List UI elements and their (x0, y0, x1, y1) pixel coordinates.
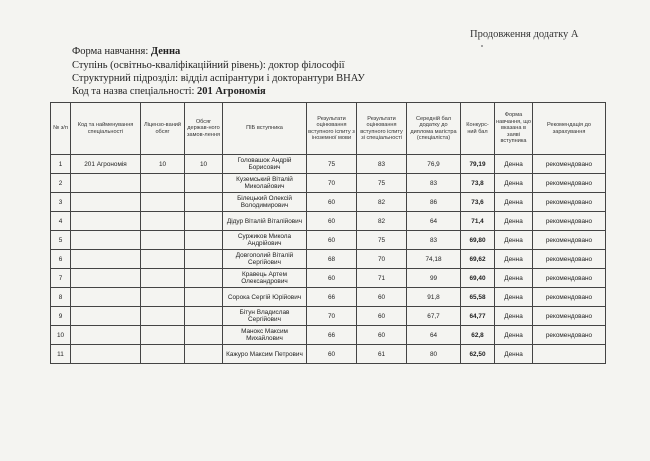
foreign-language-score: 70 (307, 174, 357, 193)
applicant-name: Суржиков Микола Андрійович (223, 231, 307, 250)
applicant-name: Манокс Максим Михайлович (223, 326, 307, 345)
column-header: Форма навчання, що вказана в заяві вступника (495, 103, 533, 155)
state-order (185, 250, 223, 269)
licensed-volume (141, 212, 185, 231)
specialty-exam-score: 71 (357, 269, 407, 288)
table-row (51, 174, 606, 193)
specialty-code (71, 326, 141, 345)
recommendation (533, 345, 606, 364)
state-order (185, 212, 223, 231)
state-order (185, 326, 223, 345)
column-header: Конкурс-ний бал (461, 103, 495, 155)
competitive-score: 62,8 (461, 326, 495, 345)
applicant-name: Кравець Артем Олександрович (223, 269, 307, 288)
specialty-exam-score: 60 (357, 326, 407, 345)
competitive-score: 62,50 (461, 345, 495, 364)
applicant-name: Сорока Сергій Юрійович (223, 288, 307, 307)
competitive-score: 73,8 (461, 174, 495, 193)
specialty-exam-score: 60 (357, 307, 407, 326)
row-number: 10 (51, 326, 71, 345)
licensed-volume (141, 174, 185, 193)
state-order (185, 193, 223, 212)
licensed-volume (141, 288, 185, 307)
specialty-exam-score: 75 (357, 174, 407, 193)
foreign-language-score: 70 (307, 307, 357, 326)
row-number: 7 (51, 269, 71, 288)
study-form: Денна (495, 307, 533, 326)
applicant-name: Дідур Віталій Віталійович (223, 212, 307, 231)
competitive-score: 71,4 (461, 212, 495, 231)
diploma-average: 80 (407, 345, 461, 364)
recommendation: рекомендовано (533, 231, 606, 250)
column-header: Обсяг держав-ного замов-лення (185, 103, 223, 155)
recommendation: рекомендовано (533, 212, 606, 231)
recommendation: рекомендовано (533, 193, 606, 212)
table-row (51, 231, 606, 250)
row-number: 8 (51, 288, 71, 307)
table-row (51, 212, 606, 231)
table-row (51, 193, 606, 212)
study-form: Денна (495, 269, 533, 288)
applicant-name: Головашок Андрій Борисович (223, 155, 307, 174)
study-form-value: Денна (150, 46, 181, 57)
row-number: 2 (51, 174, 71, 193)
competitive-score: 73,6 (461, 193, 495, 212)
column-header: № з/п (51, 103, 71, 155)
table-row (51, 250, 606, 269)
study-form: Денна (495, 155, 533, 174)
specialty-code (71, 288, 141, 307)
foreign-language-score: 68 (307, 250, 357, 269)
specialty-exam-score: 75 (357, 231, 407, 250)
row-number: 11 (51, 345, 71, 364)
diploma-average: 64 (407, 212, 461, 231)
recommendation: рекомендовано (533, 250, 606, 269)
diploma-average: 74,18 (407, 250, 461, 269)
licensed-volume (141, 307, 185, 326)
table-row (51, 326, 606, 345)
recommendation: рекомендовано (533, 155, 606, 174)
applicant-name: Білецький Олексій Володимирович (223, 193, 307, 212)
specialty-exam-score: 83 (357, 155, 407, 174)
table-body (51, 155, 606, 364)
foreign-language-score: 66 (307, 288, 357, 307)
competitive-score: 65,58 (461, 288, 495, 307)
foreign-language-score: 60 (307, 269, 357, 288)
diploma-average: 76,9 (407, 155, 461, 174)
row-number: 9 (51, 307, 71, 326)
degree-line: Ступінь (освітньо-кваліфікаційний рівень): доктор філософії (72, 60, 345, 71)
applicant-name: Довгополий Віталій Сергійович (223, 250, 307, 269)
diploma-average: 64 (407, 326, 461, 345)
recommendation: рекомендовано (533, 288, 606, 307)
competitive-score: 69,80 (461, 231, 495, 250)
study-form: Денна (495, 193, 533, 212)
state-order (185, 288, 223, 307)
column-header: Результати оцінювання вступного іспиту зі спеціальності (357, 103, 407, 155)
study-form: Денна (495, 174, 533, 193)
licensed-volume (141, 269, 185, 288)
row-number: 3 (51, 193, 71, 212)
continuation-note: Продовження додатку А (470, 29, 579, 40)
scan-speck (481, 45, 483, 47)
recommendation: рекомендовано (533, 326, 606, 345)
table-row (51, 345, 606, 364)
specialty-code (71, 250, 141, 269)
column-header: Рекомендація до зарахування (533, 103, 606, 155)
specialty-code (71, 231, 141, 250)
licensed-volume: 10 (141, 155, 185, 174)
study-form-line (72, 46, 180, 57)
column-header: Середній бал додатку до диплома магістра (спеціаліста) (407, 103, 461, 155)
specialty-code (71, 345, 141, 364)
applicant-name: Бітун Владислав Сергійович (223, 307, 307, 326)
specialty-line (72, 86, 266, 97)
specialty-code (71, 269, 141, 288)
specialty-code (71, 174, 141, 193)
study-form: Денна (495, 231, 533, 250)
diploma-average: 83 (407, 231, 461, 250)
diploma-average: 86 (407, 193, 461, 212)
column-header: Ліцензо-ваний обсяг (141, 103, 185, 155)
applicant-name: Кажуро Максим Петрович (223, 345, 307, 364)
study-form-label: Форма навчання: (72, 46, 151, 57)
foreign-language-score: 60 (307, 345, 357, 364)
foreign-language-score: 75 (307, 155, 357, 174)
specialty-code: 201 Агрономія (71, 155, 141, 174)
foreign-language-score: 60 (307, 231, 357, 250)
foreign-language-score: 60 (307, 193, 357, 212)
row-number: 6 (51, 250, 71, 269)
table-row (51, 307, 606, 326)
specialty-exam-score: 82 (357, 212, 407, 231)
specialty-exam-score: 61 (357, 345, 407, 364)
state-order (185, 269, 223, 288)
recommendation: рекомендовано (533, 307, 606, 326)
competitive-score: 69,40 (461, 269, 495, 288)
licensed-volume (141, 231, 185, 250)
specialty-label: Код та назва спеціальності: (72, 86, 198, 97)
table-row (51, 288, 606, 307)
study-form: Денна (495, 345, 533, 364)
applicant-name: Куземський Віталій Миколайович (223, 174, 307, 193)
competitive-score: 79,19 (461, 155, 495, 174)
competitive-score: 69,62 (461, 250, 495, 269)
study-form: Денна (495, 326, 533, 345)
applicants-table (50, 102, 606, 364)
row-number: 5 (51, 231, 71, 250)
state-order (185, 174, 223, 193)
foreign-language-score: 60 (307, 212, 357, 231)
licensed-volume (141, 345, 185, 364)
row-number: 1 (51, 155, 71, 174)
column-header: Результати оцінювання вступного іспиту з іноземної мови (307, 103, 357, 155)
state-order: 10 (185, 155, 223, 174)
study-form: Денна (495, 250, 533, 269)
state-order (185, 345, 223, 364)
study-form: Денна (495, 288, 533, 307)
recommendation: рекомендовано (533, 269, 606, 288)
specialty-exam-score: 60 (357, 288, 407, 307)
row-number: 4 (51, 212, 71, 231)
specialty-code (71, 212, 141, 231)
table-row (51, 269, 606, 288)
competitive-score: 64,77 (461, 307, 495, 326)
diploma-average: 91,8 (407, 288, 461, 307)
specialty-code (71, 193, 141, 212)
licensed-volume (141, 193, 185, 212)
licensed-volume (141, 326, 185, 345)
licensed-volume (141, 250, 185, 269)
diploma-average: 67,7 (407, 307, 461, 326)
state-order (185, 307, 223, 326)
column-header: Код та найменування спеціальності (71, 103, 141, 155)
recommendation: рекомендовано (533, 174, 606, 193)
specialty-code (71, 307, 141, 326)
diploma-average: 99 (407, 269, 461, 288)
column-header: ПІБ вступника (223, 103, 307, 155)
unit-line: Структурний підрозділ: відділ аспірантури і докторантури ВНАУ (72, 73, 365, 84)
specialty-exam-score: 82 (357, 193, 407, 212)
foreign-language-score: 66 (307, 326, 357, 345)
state-order (185, 231, 223, 250)
specialty-value: 201 Агрономія (197, 86, 266, 97)
diploma-average: 83 (407, 174, 461, 193)
study-form: Денна (495, 212, 533, 231)
specialty-exam-score: 70 (357, 250, 407, 269)
table-row (51, 155, 606, 174)
table-header-row (51, 103, 606, 155)
